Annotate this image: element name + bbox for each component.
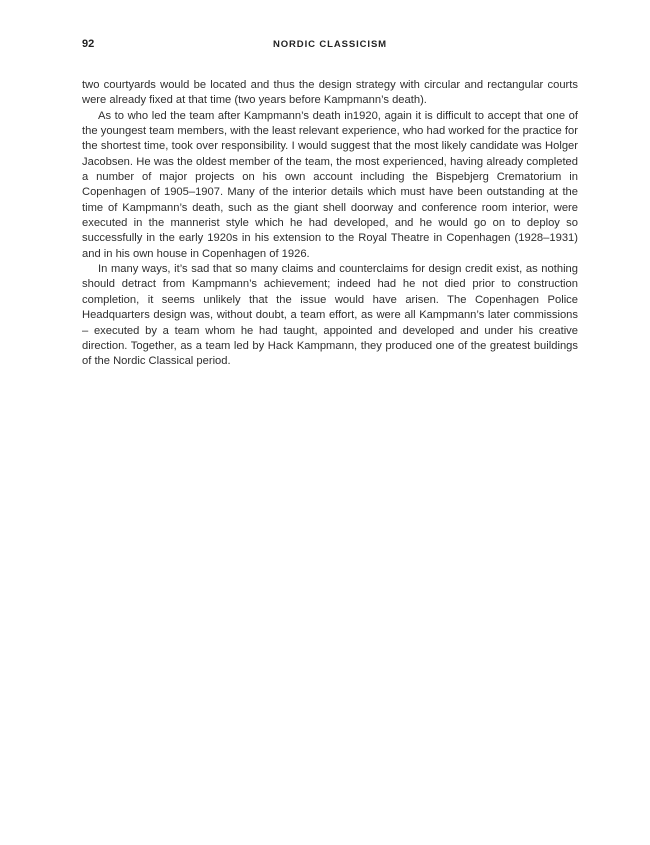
paragraph: two courtyards would be located and thus the design strategy with circular and rectangular courts were already fixed at that time (two years before Kampmann’s death). (82, 79, 578, 107)
page-header (82, 38, 578, 52)
running-head: NORDIC CLASSICISM (273, 39, 387, 50)
paragraph: In many ways, it’s sad that so many claims and counterclaims for design credit exist, as nothing should detract from Kampmann’s achievement; indeed had he not died prior to construction completion, it seems unlikely that the issue would have arisen. The Copenhagen Police Headquarters design was, without doubt, a team effort, as were all Kampmann’s later commissions – executed by a team whom he had taught, appointed and developed and under his creative direction. Together, as a team led by Hack Kampmann, they produced one of the greatest buildings of the Nordic Classical period. (82, 263, 578, 368)
paragraph: As to who led the team after Kampmann’s death in1920, again it is difficult to accept that one of the youngest team members, with the least relevant experience, who had worked for the practice for the shortest time, took over responsibility. I would suggest that the most likely candidate was Holger Jacobsen. He was the oldest member of the team, the most experienced, having already completed a number of major projects on his own account including the Bispebjerg Crematorium in Copenhagen of 1905–1907. Many of the interior details which must have been outstanding at the time of Kampmann’s death, such as the giant shell doorway and conference room interior, were executed in the mannerist style which he had developed, and he would go on to deploy so successfully in the early 1920s in his extension to the Royal Theatre in Copenhagen (1928–1931) and in his own house in Copenhagen of 1926. (82, 109, 578, 260)
page-number: 92 (82, 38, 95, 50)
body-text (82, 78, 578, 370)
